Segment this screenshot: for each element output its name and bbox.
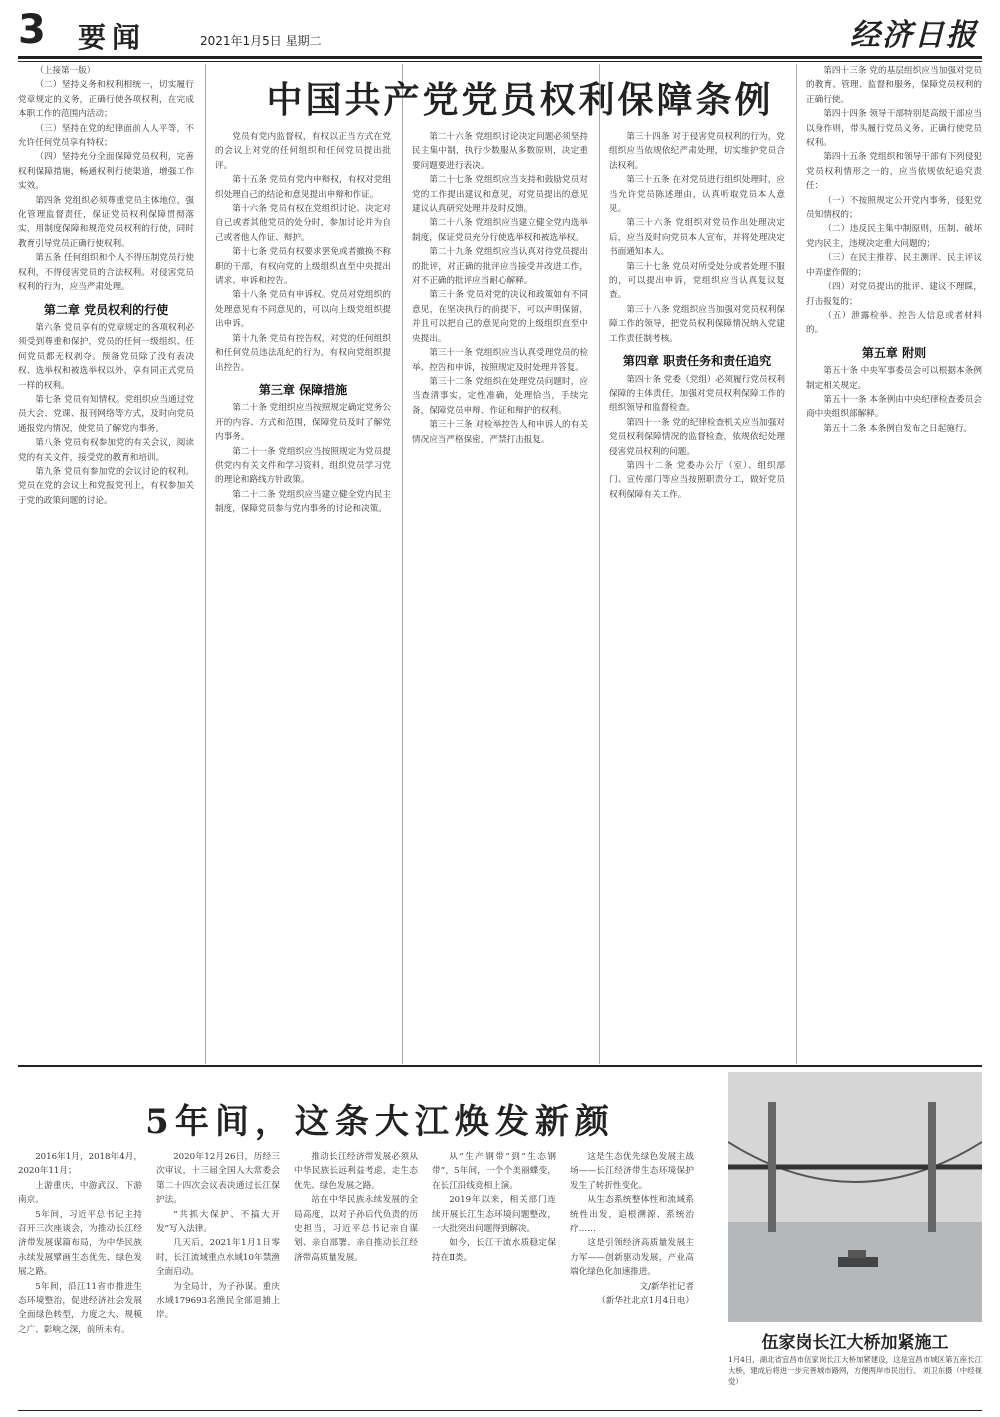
paragraph: 第五十一条 本条例由中央纪律检查委员会商中央组织部解释。: [806, 394, 982, 420]
paragraph: （四）坚持充分全面保障党员权利，完善权利保障措施，畅通权利行使渠道，增强工作实效。: [18, 152, 194, 192]
paragraph: （四）对党员提出的批评、建议不理睬，打击报复的；: [806, 282, 982, 307]
paragraph: 第二十六条 党组织讨论决定问题必须坚持民主集中制，执行少数服从多数原则，决定重要问题要进行表决。: [412, 132, 588, 171]
paragraph: 第三十八条 党组织应当加强对党员权利保障工作的领导，把党员权利保障情况纳入党建工作责任制考核。: [609, 304, 785, 344]
paragraph: 第三十六条 党组织对党员作出处理决定后，应当及时向党员本人宣布，并将处理决定书面通知本人。: [609, 218, 785, 258]
paragraph: 第四十四条 领导干部特别是高级干部应当以身作则，带头履行党员义务、正确行使党员权利。: [806, 109, 982, 149]
paragraph: 第三十一条 党组织应当认真受理党员的检举、控告和申诉，按照规定及时处理并答复。: [412, 348, 588, 373]
paragraph: 5年间，习近平总书记主持召开三次座谈会，为推动长江经济带发展谋篇布局，为中华民族永续发展擘画生态优先、绿色发展之路。: [18, 1209, 142, 1278]
paragraph: “共抓大保护、不搞大开发”写入法律。: [156, 1209, 280, 1235]
story-column: [18, 1150, 142, 1405]
story-column: [570, 1150, 694, 1405]
top-rule-thin: [18, 61, 982, 62]
issue-date: 2021年1月5日 星期二: [200, 34, 322, 48]
regulation-column: [215, 64, 391, 1130]
chapter-heading: 第二章 党员权利的行使: [43, 302, 169, 317]
paragraph: 第六条 党员享有的党章规定的各项权利必须受到尊重和保护，党员的任何一级组织、任何党员都无权剥夺。预备党员除了没有表决权、选举权和被选举权以外，享有同正式党员一样的权利。: [18, 322, 194, 391]
dateline-source: （新华社北京1月4日电）: [597, 1296, 694, 1307]
photo-caption: 伍家岗长江大桥加紧施工: [761, 1333, 949, 1353]
paragraph: 第八条 党员有权参加党的有关会议，阅读党的有关文件，接受党的教育和培训。: [18, 438, 194, 463]
paragraph: 第五十条 中央军事委员会可以根据本条例制定相关规定。: [806, 366, 982, 391]
paragraph: 第三十七条 党员对所受处分或者处理不服的，可以提出申诉，党组织应当认真复议复查。: [609, 261, 785, 301]
paragraph: 第十九条 党员有控告权，对党的任何组织和任何党员违法乱纪的行为，有权向党组织提出控告。: [215, 333, 391, 373]
section-divider: [18, 1065, 982, 1067]
paragraph: （上接第一版）: [35, 66, 96, 76]
regulation-column: [412, 64, 588, 1130]
story-column: [432, 1150, 556, 1405]
paragraph: 第九条 党员有参加党的会议讨论的权利。党员在党的会议上和党报党刊上，有权参加关于党的政策问题的讨论。: [18, 466, 194, 506]
paragraph: （二）违反民主集中制原则，压制、破坏党内民主，违规决定重大问题的；: [806, 224, 982, 249]
chapter-heading: 第五章 附则: [861, 345, 927, 360]
paragraph: 几天后，2021年1月1日零时，长江流域重点水域10年禁渔全面启动。: [156, 1238, 280, 1278]
chapter-heading: 第三章 保障措施: [258, 382, 348, 397]
paragraph: 第四十二条 党委办公厅（室）、组织部门、宣传部门等应当按照职责分工，做好党员权利保障有关工作。: [609, 460, 785, 500]
column-separator: [599, 64, 600, 1064]
paragraph: 2016年1月，2018年4月，2020年11月；: [18, 1152, 142, 1177]
paragraph: 这是引领经济高质量发展主力军——创新驱动发展，产业高端化绿色化加速推进。: [570, 1238, 694, 1278]
bridge-photo: [728, 1072, 982, 1322]
paragraph: 第二十一条 党组织应当按照规定为党员提供党内有关文件和学习资料，组织党员学习党的理论和路线方针政策。: [215, 446, 391, 486]
regulation-column: [609, 64, 785, 1130]
paragraph: （一）不按照规定公开党内事务，侵犯党员知情权的；: [806, 195, 982, 221]
paragraph: 第四十三条 党的基层组织应当加强对党员的教育、管理、监督和服务，保障党员权利的正确行使。: [806, 66, 982, 105]
footer-rule: [18, 1410, 982, 1411]
story-headline: 5年间，这条大江焕发新颜: [145, 1102, 615, 1142]
paragraph: 第四十条 党委（党组）必须履行党员权利保障的主体责任，加强对党员权利保障工作的组织领导和监督检查。: [609, 374, 785, 414]
regulation-title: 中国共产党党员权利保障条例: [266, 80, 774, 121]
paragraph: 第十五条 党员有党内申辩权，有权对党组织处理自己的结论和意见提出申辩和作证。: [215, 175, 391, 200]
paragraph: 2020年12月26日，历经三次审议，十三届全国人大常委会第二十四次会议表决通过长江保护法。: [156, 1152, 280, 1206]
paragraph: 5年间，沿江11省市推进生态环境整治，促进经济社会发展全面绿色转型，力度之大、规模之广、影响之深，前所未有。: [18, 1281, 142, 1335]
paragraph: 第十七条 党员有权要求罢免或者撤换不称职的干部，有权向党的上级组织直至中央提出请求、申诉和控告。: [215, 247, 391, 287]
paragraph: 站在中华民族永续发展的全局高度，以对子孙后代负责的历史担当，习近平总书记亲自谋划、亲自部署、亲自推动长江经济带高质量发展。: [294, 1195, 418, 1263]
paragraph: 第四条 党组织必须尊重党员主体地位，强化管理监督责任，保证党员权利保障贯彻落实，用制度保障和规范党员权利的行使，同时教育引导党员正确行使权利。: [18, 195, 194, 249]
byline: 文/新华社记者: [639, 1281, 694, 1292]
paragraph: 第十六条 党员有权在党组织讨论、决定对自己或者其他党员的处分时，参加讨论并为自己或者他人作证、辩护。: [215, 204, 391, 243]
paragraph: 从“生产钢带”到“生态钢带”，5年间，一个个美丽蝶变，在长江沿线竞相上演。: [432, 1152, 556, 1191]
paragraph: 上游重庆，中游武汉，下游南京。: [18, 1180, 142, 1206]
paragraph: 第五十二条 本条例自发布之日起施行。: [823, 423, 973, 434]
paragraph: 第十八条 党员有申诉权。党员对党组织的处理意见有不同意见的，可以向上级党组织提出申诉。: [215, 290, 391, 330]
paragraph: 第二十条 党组织应当按照规定确定党务公开的内容、方式和范围，保障党员及时了解党内事务。: [215, 403, 391, 443]
paragraph: 第三十三条 对检举控告人和申诉人的有关情况应当严格保密，严禁打击报复。: [412, 420, 588, 445]
paragraph: 第三十二条 党组织在处理党员问题时，应当查清事实，定性准确，处理恰当，手续完备，保障党员申辩、作证和辩护的权利。: [412, 376, 588, 416]
paragraph: 推动长江经济带发展必须从中华民族长远利益考虑，走生态优先、绿色发展之路。: [294, 1152, 418, 1191]
top-rule: [18, 56, 982, 59]
paragraph: 第二十七条 党组织应当支持和鼓励党员对党的工作提出建议和意见，对党员提出的意见建议认真研究处理并及时反馈。: [412, 175, 588, 215]
paragraph: 第二十二条 党组织应当建立健全党内民主制度，保障党员参与党内事务的讨论和决策。: [215, 489, 391, 515]
masthead: [0, 0, 1000, 62]
paragraph: 第三十四条 对于侵害党员权利的行为，党组织应当依规依纪严肃处理，切实维护党员合法权利。: [609, 132, 785, 171]
paragraph: 第二十八条 党组织应当建立健全党内选举制度，保证党员充分行使选举权和被选举权。: [412, 218, 588, 243]
column-separator: [205, 64, 206, 1064]
regulation-column: [18, 64, 194, 1064]
paragraph: （五）泄露检举、控告人信息或者材料的。: [806, 310, 982, 336]
paragraph: （三）坚持在党的纪律面前人人平等，不允许任何党员享有特权；: [18, 123, 194, 149]
paragraph: （三）在民主推荐、民主测评、民主评议中弄虚作假的；: [806, 253, 982, 278]
bridge-illustration: [728, 1072, 982, 1322]
paragraph: 2019年以来，相关部门连续开展长江生态环境问题整改，一大批突出问题得到解决。: [432, 1195, 556, 1235]
paragraph: 党员有党内监督权，有权以正当方式在党的会议上对党的任何组织和任何党员提出批评。: [215, 132, 391, 171]
section-name: 要闻: [78, 21, 147, 54]
regulation-body: [18, 64, 982, 1064]
paragraph: 如今，长江干流水质稳定保持在Ⅱ类。: [432, 1238, 556, 1263]
paragraph: 第四十一条 党的纪律检查机关应当加强对党员权利保障情况的监督检查，依规依纪处理侵害党员权利的问题。: [609, 417, 785, 457]
photo-description: 1月4日，湖北省宜昌市伍家岗长江大桥加紧建设，这是宜昌市城区第五座长江大桥，建成后将进一步完善城市路网，方便两岸市民出行。 刘卫东摄（中经视觉）: [728, 1355, 982, 1386]
paragraph: 第五条 任何组织和个人不得压制党员行使权利，不得侵害党员的合法权利。对侵害党员权利的行为，应当严肃处理。: [18, 253, 194, 293]
paragraph: 这是生态优先绿色发展主战场——长江经济带生态环境保护发生了转折性变化。: [570, 1152, 694, 1191]
regulation-column: [806, 64, 982, 1064]
paragraph: 为全局计，为子孙谋。重庆水域179693名渔民全部退捕上岸。: [156, 1281, 280, 1321]
story-column: [156, 1150, 280, 1405]
story-body: [18, 1150, 718, 1405]
column-separator: [402, 64, 403, 1064]
column-separator: [796, 64, 797, 1064]
newspaper-logo: 经济日报: [850, 18, 978, 53]
paragraph: 第二十九条 党组织应当认真对待党员提出的批评，对正确的批评应当接受并改进工作，对不正确的批评应当耐心解释。: [412, 247, 588, 287]
paragraph: 从生态系统整体性和流域系统性出发，追根溯源、系统治疗……: [570, 1195, 694, 1235]
paragraph: （二）坚持义务和权利相统一，切实履行党章规定的义务，正确行使各项权利，在完成本职工作的范围内活动；: [18, 80, 194, 120]
chapter-heading: 第四章 职责任务和责任追究: [622, 354, 772, 369]
paragraph: 第七条 党员有知情权。党组织应当通过党员大会、党课、报刊网络等方式，及时向党员通报党内情况，使党员了解党内事务。: [18, 394, 194, 434]
page-number: 3: [18, 7, 46, 53]
paragraph: 第四十五条 党组织和领导干部有下列侵犯党员权利情形之一的，应当依规依纪追究责任：: [806, 152, 982, 192]
story-column: [294, 1150, 418, 1405]
paragraph: 第三十五条 在对党员进行组织处理时，应当允许党员陈述理由，认真听取党员本人意见。: [609, 175, 785, 215]
paragraph: 第三十条 党员对党的决议和政策如有不同意见，在坚决执行的前提下，可以声明保留，并且可以把自己的意见向党的上级组织直至中央提出。: [412, 290, 588, 344]
